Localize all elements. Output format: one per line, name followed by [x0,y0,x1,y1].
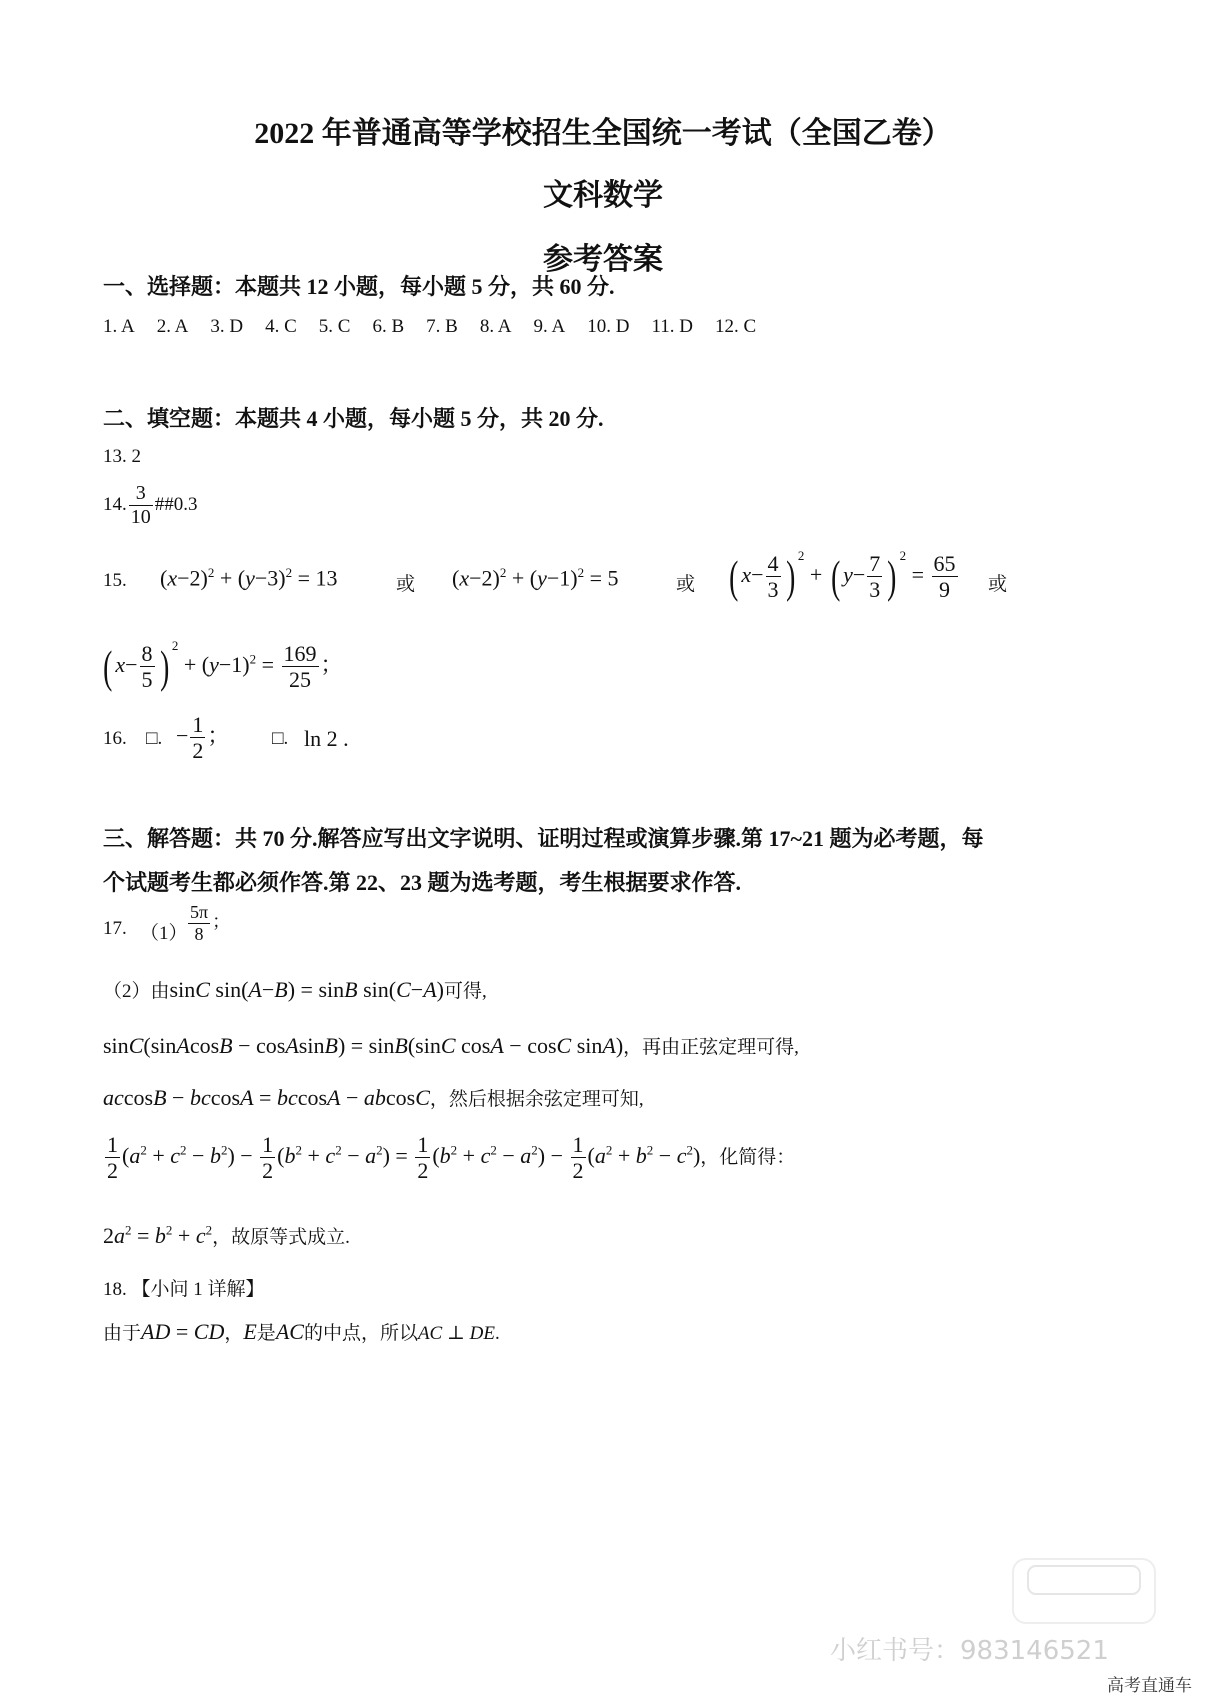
mc-answer: 6. B [372,316,405,337]
q15-eq2: $(x-2)^2 + (y-1)^2 = 5$ [452,565,619,591]
mc-answer: 5. C [318,316,351,337]
q15-eq4: ( x− $\frac{8}{5}$ ) $^2 + (y-1)^2$ = $\frac{169}{25}$ ； [103,638,343,693]
answer-13: 13. 2 [103,446,141,467]
q18-eq-ad-cd: AD = CD [141,1319,225,1344]
q18-text-a: 由于 [103,1323,142,1344]
q18-point-e: E [243,1319,257,1344]
mc-answer: 9. A [533,316,566,337]
q17-eq-given: sinC sin(A−B) = sinB sin(C−A) [169,977,444,1002]
q17-part1-answer: $\frac{5\pi}{8}$ ； [190,902,231,944]
q16-answer-1: − $\frac{1}{2}$ ； [176,712,230,764]
q14-fraction: $\frac{3}{10}$ [130,482,151,528]
q17-line3 [103,1032,799,1059]
q15-eq3: ( x− $\frac{4}{3}$ ) $^2$ + ( y− $\frac{7}{3}$ ) $^2$ = $\frac{65}{9}$ [729,548,956,603]
q18-header [103,1274,265,1301]
mc-answer: 1. A [103,316,135,337]
q17-line6 [103,1222,350,1249]
mc-answer: 7. B [426,316,458,337]
q14-number: 14. [103,493,127,515]
q17-text-a: 可得, [443,981,487,1002]
q17-eq-cosine: $\frac{1}{2}$ $(a^2 + c^2 - b^2)$ − $\frac{1}{2}$ $(b^2 + c^2 - a^2)$ = $\frac{1}{2}$ $(b^2 + c^2 - a^2)$ − $\frac{1}{2}$ $(a^2 + b^2 - c^2)$ [107,1132,701,1184]
q18-number: 18. [103,1279,127,1300]
multiple-choice-answers [103,316,778,338]
q18-text-b: ， [224,1323,244,1344]
mc-answer: 3. D [210,316,244,337]
mc-answer: 11. D [651,316,693,337]
q17-part2-label: （2）由 [103,981,170,1002]
q17-part1-label: （1） [140,923,188,944]
q18-seg-ac: AC [275,1319,304,1344]
q15-or-1: 或 [396,574,416,595]
answer-14 [103,482,198,529]
mc-answer: 2. A [156,316,189,337]
watermark-brand: 高考直通车 [1107,1676,1192,1696]
q15-number: 15. [103,570,127,591]
q17-number: 17. [103,918,127,939]
q18-text-c: 是 [256,1323,276,1344]
section3-heading-line2: 个试题考生都必须作答.第 22、23 题为选考题，考生根据要求作答. [103,870,742,895]
exam-title: 2022 年普通高等学校招生全国统一考试（全国乙卷） [254,117,952,150]
q15-or-3: 或 [988,574,1008,595]
q16-number: 16. [103,728,127,749]
section1-heading: 一、选择题：本题共 12 小题，每小题 5 分，共 60 分. [103,274,615,299]
q17-text-c: ，然后根据余弦定理可知, [429,1089,644,1110]
q14-extra: ##0.3 [154,493,198,515]
mc-answer: 4. C [265,316,297,337]
q17-text-d: ，化简得： [700,1146,796,1168]
q17-eq-result: $2a^2 = b^2 + c^2$ [103,1222,213,1248]
mc-answer: 12. C [715,316,757,337]
q17-eq-sine: accosB − bccosA = bccosA − abcosC [103,1085,430,1110]
q17-line4 [103,1084,644,1111]
q16-answer-2: ln 2 . [304,726,349,751]
mc-answer: 8. A [479,316,512,337]
q17-text-b: ，再由正弦定理可得, [623,1037,799,1058]
mc-answer: 10. D [587,316,630,337]
subject-title: 文科数学 [543,179,663,212]
q15-eq1: $(x-2)^2 + (y-3)^2 = 13$ [160,565,338,591]
watermark-logo [1012,1558,1156,1624]
section2-heading: 二、填空题：本题共 4 小题，每小题 5 分，共 20 分. [103,406,604,431]
q18-perp: AC ⊥ DE. [417,1323,500,1344]
q16-box-1: □. [146,728,163,749]
watermark-id: 小红书号：983146521 [830,1636,1109,1666]
q17-eq-expand: sinC(sinAcosB − cosAsinB) = sinB(sinC cosA − cosC sinA) [103,1033,624,1058]
q15-or-2: 或 [676,574,696,595]
q18-line1 [103,1318,500,1345]
q17-text-e: ，故原等式成立. [212,1227,350,1248]
q17-line5 [103,1132,795,1184]
doc-type-title: 参考答案 [543,243,663,276]
q16-box-2: □. [272,728,289,749]
q17-part2 [103,976,487,1003]
q18-text-d: 的中点，所以 [303,1323,418,1344]
q18-part-label: 【小问 1 详解】 [131,1279,265,1300]
section3-heading-line1: 三、解答题：共 70 分.解答应写出文字说明、证明过程或演算步骤.第 17~21 题为必考题，每 [103,826,984,851]
